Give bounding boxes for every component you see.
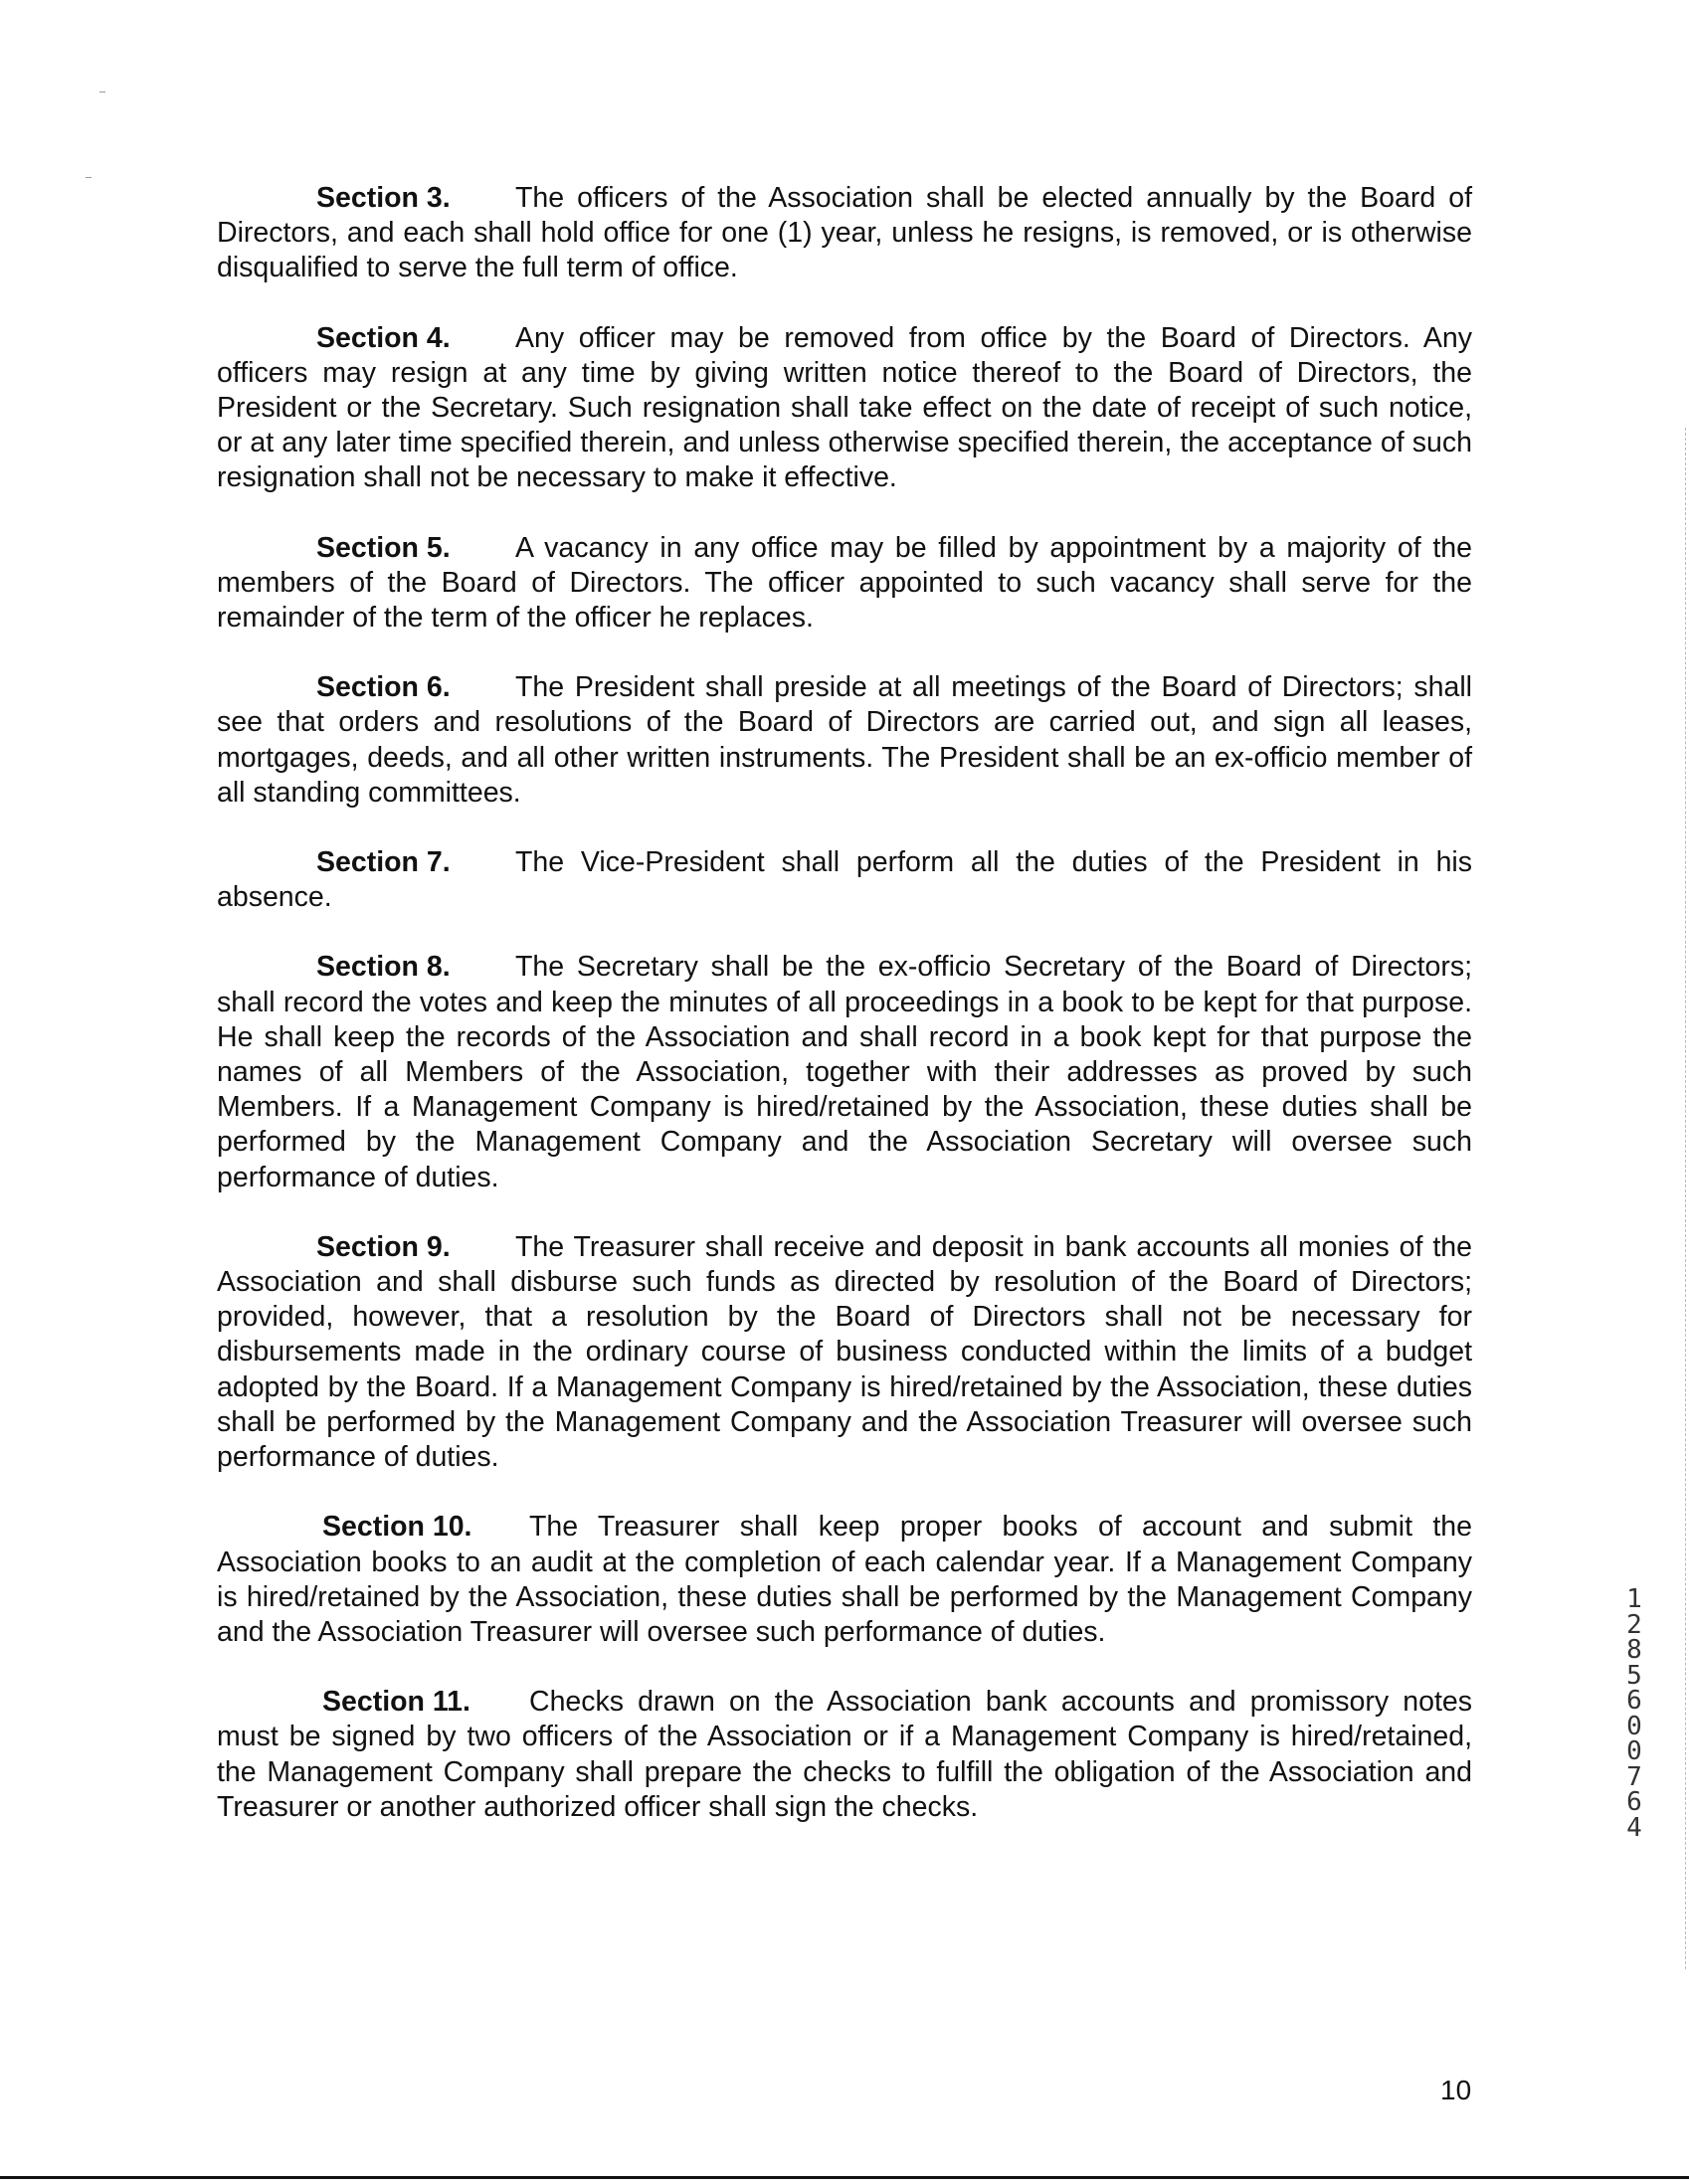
section-9 [217,1230,1472,1475]
scan-edge-line [1685,428,1687,1969]
scan-speck [99,91,105,92]
section-text: Any officer may be removed from office by the Board of Directors. Any officers may resign at any time by giving written notice thereof to the Board of Directors, the President or the Secretary. Such resignation shall take effect on the date of receipt of such notice, or at any later time specified therein, and unless otherwise specified therein, the acceptance of such resignation shall not be necessary to make it effective. [217,321,1472,494]
section-text: Checks drawn on the Association bank accounts and promissory notes must be signed by two officers of the Association or if a Management Company is hired/retained, the Management Company shall prepare the checks to fulfill the obligation of the Association and Treasurer or another authorized officer shall sign the checks. [217,1686,1472,1823]
section-4 [217,321,1472,496]
section-5 [217,531,1472,637]
section-10 [217,1510,1472,1650]
section-7 [217,845,1472,915]
section-heading: Section 7. [316,846,451,879]
section-text: The officers of the Association shall be elected annually by the Board of Directors, and each shall hold office for one (1) year, unless he resigns, is removed, or is otherwise disqualified to serve the full term of office. [217,182,1472,284]
section-text: The Treasurer shall receive and deposit in bank accounts all monies of the Association and shall disburse such funds as directed by resolution of the Board of Directors; provided, however, that a resolution by the Board of Directors shall not be necessary for disbursements made in the ordinary course of business conducted within the limits of a budget adopted by the Board. If a Management Company is hired/retained by the Association, these duties shall be performed by the Management Company and the Association Treasurer will oversee such performance of duties. [217,1230,1472,1474]
section-heading: Section 3. [316,182,451,214]
section-text: The Treasurer shall keep proper books of account and submit the Association books to an audit at the completion of each calendar year. If a Management Company is hired/retained by the Association, these duties shall be performed by the Management Company and the Association Treasurer will oversee such performance of duties. [217,1511,1472,1648]
section-heading: Section 8. [316,951,451,984]
section-text: The President shall preside at all meetings of the Board of Directors; shall see that orders and resolutions of the Board of Directors are carried out, and sign all leases, mortgages, deeds, and all other written instruments. The President shall be an ex-officio member of all standing committees. [217,671,1472,809]
page-bottom-rule [0,2176,1689,2179]
section-text: The Vice-President shall perform all the duties of the President in his absence. [217,846,1472,914]
section-text: The Secretary shall be the ex-officio Secretary of the Board of Directors; shall record the votes and keep the minutes of all proceedings in a book to be kept for that purpose. He shall keep the records of the Association and shall record in a book kept for that purpose the names of all Members of the Association, together with their addresses as proved by such Members. If a Management Company is hired/retained by the Association, these duties shall be performed by the Management Company and the Association Secretary will oversee such performance of duties. [217,951,1472,1193]
section-11 [217,1685,1472,1825]
section-heading: Section 9. [316,1230,451,1263]
section-text: A vacancy in any office may be filled by appointment by a majority of the members of the Board of Directors. The officer appointed to such vacancy shall serve for the remainder of the term of the officer he replaces. [217,531,1472,635]
document-body [217,181,1472,1860]
section-heading: Section 4. [316,321,451,354]
section-heading: Section 11. [322,1686,470,1719]
scan-speck [86,177,92,178]
section-3 [217,181,1472,286]
section-6 [217,670,1472,811]
section-heading: Section 10. [322,1511,472,1544]
recording-stamp: 12856 00764 [1626,1584,1642,1843]
section-8 [217,950,1472,1194]
page-number: 10 [1440,2075,1472,2105]
section-heading: Section 5. [316,531,451,564]
section-heading: Section 6. [316,671,451,704]
